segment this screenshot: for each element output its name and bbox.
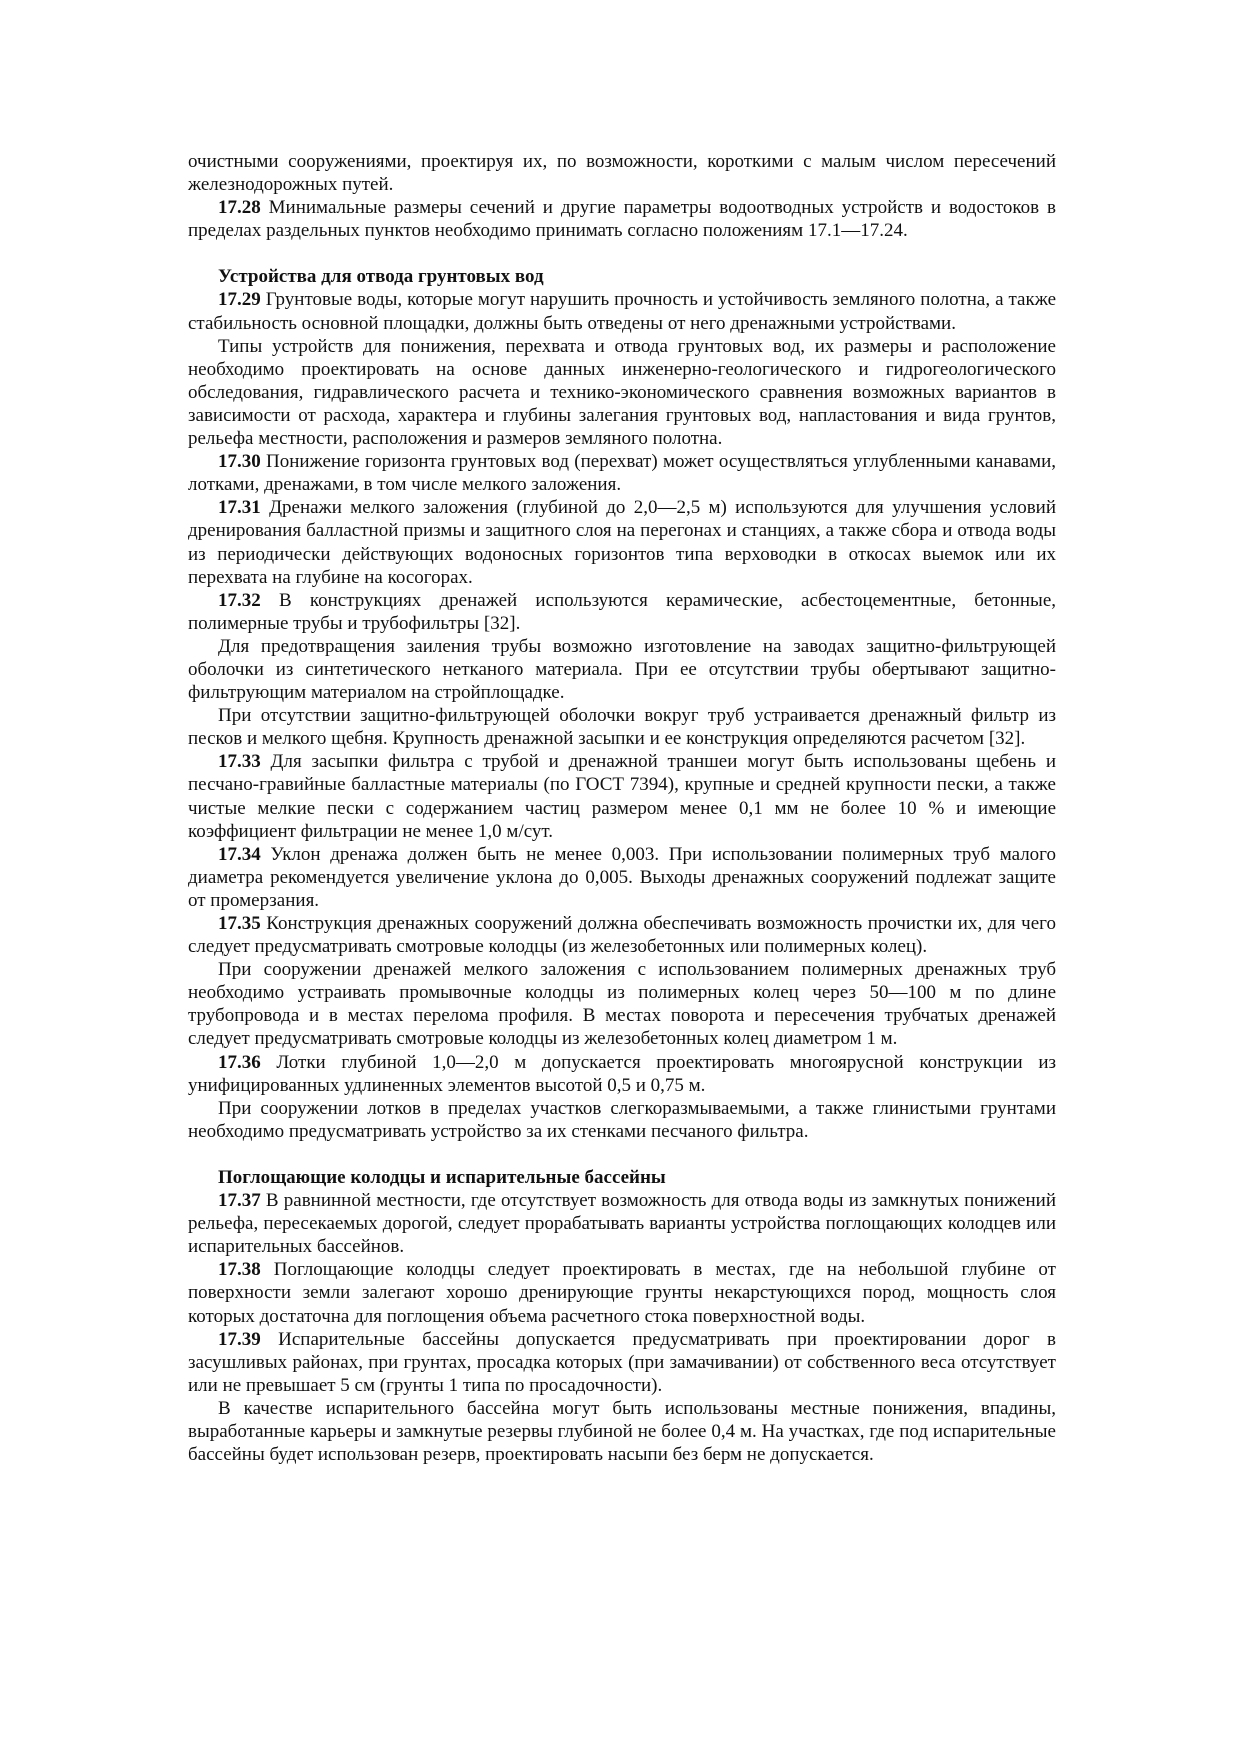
clause-paragraph bbox=[188, 450, 1056, 496]
body-paragraph bbox=[188, 1397, 1056, 1466]
clause-paragraph bbox=[188, 843, 1056, 912]
clause-number: 17.37 bbox=[218, 1190, 261, 1212]
paragraph-text: Грунтовые воды, которые могут нарушить прочность и устойчивость земляного полотна, а также стабильность основной площадки, должны быть отведены от него дренажными устройствами. bbox=[188, 289, 1056, 334]
clause-number: 17.29 bbox=[218, 289, 261, 311]
body-paragraph bbox=[188, 335, 1056, 450]
paragraph-text: Испарительные бассейны допускается предусматривать при проектировании дорог в засушливых районах, при грунтах, просадка которых (при замачивании) от собственного веса отсутствует или не превышает 5 см (грунты 1 типа по просадочности). bbox=[188, 1328, 1056, 1396]
clause-number: 17.35 bbox=[218, 913, 261, 934]
clause-paragraph bbox=[188, 196, 1056, 242]
clause-number: 17.32 bbox=[218, 589, 261, 611]
clause-number: 17.30 bbox=[218, 451, 261, 473]
clause-paragraph bbox=[188, 1328, 1056, 1397]
clause-number: 17.31 bbox=[218, 497, 261, 519]
clause-paragraph bbox=[188, 496, 1056, 588]
paragraph-text: Понижение горизонта грунтовых вод (перехват) может осуществляться углубленными канавами, лотками, дренажами, в том числе мелкого заложения. bbox=[188, 451, 1056, 496]
section-heading: Поглощающие колодцы и испарительные бассейны bbox=[218, 1166, 666, 1188]
clause-paragraph bbox=[188, 589, 1056, 635]
paragraph-text: Минимальные размеры сечений и другие параметры водоотводных устройств и водостоков в пределах раздельных пунктов необходимо принимать согласно положениям 17.1—17.24. bbox=[188, 197, 1056, 242]
paragraph-text: Уклон дренажа должен быть не менее 0,003. При использовании полимерных труб малого диаметра рекомендуется увеличение уклона до 0,005. Выходы дренажных сооружений подлежат защите от промерзания. bbox=[188, 843, 1056, 911]
paragraph-text: В равнинной местности, где отсутствует возможность для отвода воды из замкнутых понижений рельефа, пересекаемых дорогой, следует прорабатывать варианты устройства поглощающих колодцев или испарительных бассейнов. bbox=[188, 1190, 1056, 1258]
body-paragraph bbox=[188, 704, 1056, 750]
body-paragraph bbox=[188, 1097, 1056, 1143]
paragraph-text: Для предотвращения заиления трубы возможно изготовление на заводах защитно-фильтрующей оболочки из синтетического нетканого материала. При ее отсутствии трубы обертывают защитно-фильтрующим материалом на стройплощадке. bbox=[188, 635, 1056, 704]
section-spacer bbox=[188, 242, 1056, 265]
clause-paragraph bbox=[188, 1189, 1056, 1258]
paragraph-text: Для засыпки фильтра с трубой и дренажной траншеи могут быть использованы щебень и песчано-гравийные балластные материалы (по ГОСТ 7394), крупные и средней крупности пески, а также чистые мелкие пески с содержанием частиц размером менее 0,1 мм не более 10 % и имеющие коэффициент фильтрации не менее 1,0 м/сут. bbox=[188, 751, 1056, 842]
paragraph-text: При сооружении лотков в пределах участков слегкоразмываемыми, а также глинистыми грунтами необходимо предусматривать устройство за их стенками песчаного фильтра. bbox=[188, 1097, 1056, 1142]
clause-number: 17.34 bbox=[218, 843, 261, 865]
clause-paragraph bbox=[188, 912, 1056, 958]
clause-paragraph bbox=[188, 1258, 1056, 1327]
clause-paragraph bbox=[188, 1051, 1056, 1097]
paragraph-text: При сооружении дренажей мелкого заложения с использованием полимерных дренажных труб необходимо устраивать промывочные колодцы из полимерных колец через 50—100 м по длине трубопровода и в местах перелома профиля. В местах поворота и пересечения трубчатых дренажей следует предусматривать смотровые колодцы из железобетонных колец диаметром 1 м. bbox=[188, 959, 1056, 1050]
section-spacer bbox=[188, 1143, 1056, 1166]
clause-number: 17.39 bbox=[218, 1328, 261, 1350]
body-paragraph bbox=[188, 958, 1056, 1050]
section-heading: Устройства для отвода грунтовых вод bbox=[218, 266, 544, 288]
paragraph-text: В качестве испарительного бассейна могут быть использованы местные понижения, впадины, выработанные карьеры и замкнутые резервы глубиной не более 0,4 м. На участках, где под испарительные бассейны будет использован резерв, проектировать насыпи без берм не допускается. bbox=[188, 1397, 1056, 1466]
paragraph-text: Конструкция дренажных сооружений должна обеспечивать возможность прочистки их, для чего следует предусматривать смотровые колодцы (из железобетонных или полимерных колец). bbox=[188, 913, 1056, 958]
paragraph-text: При отсутствии защитно-фильтрующей оболочки вокруг труб устраивается дренажный фильтр из песков и мелкого щебня. Крупность дренажной засыпки и ее конструкция определяются расчетом [32]. bbox=[188, 705, 1056, 750]
paragraph-text: Лотки глубиной 1,0—2,0 м допускается проектировать многоярусной конструкции из унифицированных удлиненных элементов высотой 0,5 и 0,75 м. bbox=[188, 1051, 1056, 1096]
clause-paragraph bbox=[188, 288, 1056, 334]
clause-number: 17.33 bbox=[218, 751, 261, 773]
document-page bbox=[188, 150, 1056, 1466]
paragraph-text: Поглощающие колодцы следует проектировать в местах, где на небольшой глубине от поверхности земли залегают хорошо дренирующие грунты некарстующихся пород, мощность слоя которых достаточна для поглощения объема расчетного стока поверхностной воды. bbox=[188, 1259, 1056, 1327]
paragraph-text: очистными сооружениями, проектируя их, по возможности, короткими с малым числом пересечений железнодорожных путей. bbox=[188, 151, 1056, 196]
clause-number: 17.36 bbox=[218, 1051, 261, 1073]
paragraph-text: Дренажи мелкого заложения (глубиной до 2,0—2,5 м) используются для улучшения условий дренирования балластной призмы и защитного слоя на перегонах и станциях, а также сбора и отвода воды из периодически действующих водоносных горизонтов типа верховодки в откосах выемок или их перехвата на глубине на косогорах. bbox=[188, 497, 1056, 588]
paragraph-text: Типы устройств для понижения, перехвата и отвода грунтовых вод, их размеры и расположение необходимо проектировать на основе данных инженерно-геологического и гидрогеологического обследования, гидравлического расчета и технико-экономического сравнения возможных вариантов в зависимости от расхода, характера и глубины залегания грунтовых вод, напластования и вида грунтов, рельефа местности, расположения и размеров земляного полотна. bbox=[188, 335, 1056, 450]
body-paragraph bbox=[188, 635, 1056, 704]
clause-number: 17.38 bbox=[218, 1259, 261, 1281]
body-paragraph bbox=[188, 150, 1056, 196]
clause-number: 17.28 bbox=[218, 197, 261, 219]
paragraph-text: В конструкциях дренажей используются керамические, асбестоцементные, бетонные, полимерные трубы и трубофильтры [32]. bbox=[188, 589, 1056, 634]
clause-paragraph bbox=[188, 750, 1056, 842]
